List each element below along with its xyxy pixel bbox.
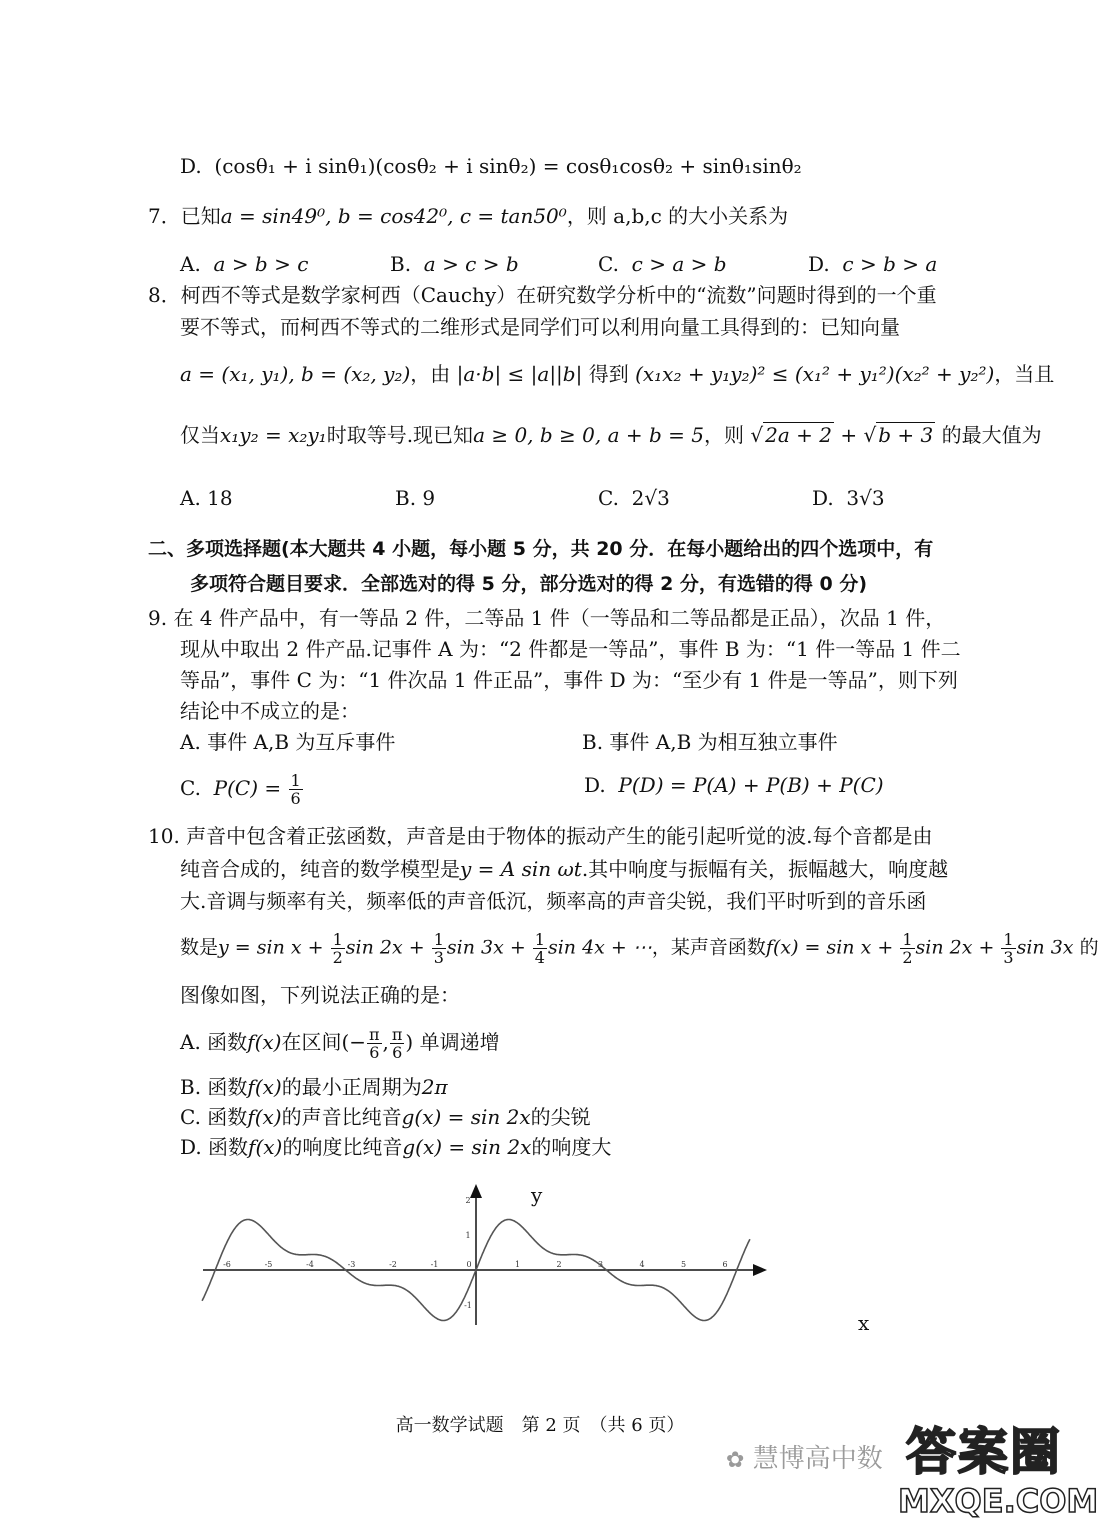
fraction: $\frac{1}{6}$ xyxy=(290,771,301,808)
y-tick-label: 2 xyxy=(465,1196,471,1205)
q10-line-3: 大.音调与频率有关，频率低的声音低沉，频率高的声音尖锐，我们平时听到的音乐函 xyxy=(180,889,927,913)
x-tick-label: -6 xyxy=(223,1260,231,1269)
page-footer: 高一数学试题 第 2 页 （共 6 页） xyxy=(395,1415,685,1436)
x-tick-label: -5 xyxy=(264,1260,273,1269)
q10-line-5: 图像如图，下列说法正确的是： xyxy=(180,983,460,1007)
q7-option-b: B. a > c > b xyxy=(390,252,519,276)
q10-line-1: 10. 声音中包含着正弦函数，声音是由于物体的振动产生的能引起听觉的波.每个音都是由 xyxy=(148,824,933,848)
q8-line-4: 仅当x₁y₂ = x₂y₁时取等号.现已知a ≥ 0, b ≥ 0, a + b = 5，则 √ 2a + 2 + √ b + 3 的最大值为 xyxy=(180,423,1042,447)
wechat-icon: ✿ xyxy=(726,1448,745,1473)
q7-stem: 7．已知a = sin49⁰, b = cos42⁰, c = tan50⁰，则 a,b,c 的大小关系为 xyxy=(148,204,789,228)
q8-line-1: 8．柯西不等式是数学家柯西（Cauchy）在研究数学分析中的“流数”问题时得到的一个重 xyxy=(148,283,937,307)
q9-option-b: B. 事件 A,B 为相互独立事件 xyxy=(582,730,838,754)
q8-option-a: A. 18 xyxy=(180,486,233,510)
q10-option-d: D. 函数f(x)的响度比纯音g(x) = sin 2x的响度大 xyxy=(180,1135,612,1159)
q8-line-2: 要不等式，而柯西不等式的二维形式是同学们可以利用向量工具得到的：已知向量 xyxy=(180,315,900,339)
q8-line-3: a = (x₁, y₁), b = (x₂, y₂)，由 |a·b| ≤ |a||b| 得到 (x₁x₂ + y₁y₂)² ≤ (x₁² + y₁²)(x₂² + y₂²)，当且 xyxy=(180,362,1055,386)
y-tick-label: 1 xyxy=(465,1231,471,1240)
q8-option-c: C. 2√3 xyxy=(598,486,670,510)
site-logo: 答案圈 MXQE.COM xyxy=(898,1423,1099,1520)
y-axis-arrow xyxy=(470,1184,482,1198)
x-tick-label: -4 xyxy=(306,1260,314,1269)
x-axis-label: x xyxy=(858,1311,870,1335)
x-tick-label: 5 xyxy=(680,1260,687,1269)
q9-line-1: 9. 在 4 件产品中，有一等品 2 件，二等品 1 件（一等品和二等品都是正品），次品 1 件， xyxy=(148,606,946,630)
q6-option-d: D. (cosθ₁ + i sinθ₁)(cosθ₂ + i sinθ₂) = cosθ₁cosθ₂ + sinθ₁sinθ₂ xyxy=(180,154,802,178)
q10-line-2: 纯音合成的，纯音的数学模型是y = A sin ωt.其中响度与振幅有关，振幅越大，响度越 xyxy=(180,857,949,881)
x-tick-label: 0 xyxy=(466,1260,472,1269)
section2-heading-2: 多项符合题目要求．全部选对的得 5 分，部分选对的得 2 分，有选错的得 0 分) xyxy=(190,573,868,595)
q10-option-a: A. 函数f(x)在区间(− $\frac{\pi}{6}$ , $\frac{\pi}{6}$ ) 单调递增 xyxy=(180,1025,500,1062)
q9-line-2: 现从中取出 2 件产品.记事件 A 为：“2 件都是一等品”，事件 B 为：“1 件一等品 1 件二 xyxy=(180,637,961,661)
x-axis-arrow xyxy=(753,1264,767,1276)
x-tick-label: 3 xyxy=(597,1260,604,1269)
x-tick-label: 4 xyxy=(639,1260,645,1269)
q8-option-d: D. 3√3 xyxy=(812,486,885,510)
q10-option-c: C. 函数f(x)的声音比纯音g(x) = sin 2x的尖锐 xyxy=(180,1105,591,1129)
q7-option-a: A. a > b > c xyxy=(180,252,309,276)
x-tick-label: 2 xyxy=(556,1260,562,1269)
function-graph xyxy=(195,1180,775,1330)
q8-option-b: B. 9 xyxy=(395,486,436,510)
q10-line-4: 数是y = sin x + $\frac{1}{2}$ sin 2x + $\frac{1}{3}$ sin 3x + $\frac{1}{4}$ sin 4x + ⋯，某声音函数f(x) = sin x + $\frac{1}{2}$ sin 2x + $\frac{1}{3}$ sin 3x 的 xyxy=(180,930,1099,967)
q9-line-3: 等品”，事件 C 为：“1 件次品 1 件正品”，事件 D 为：“至少有 1 件是一等品”，则下列 xyxy=(180,668,958,692)
y-tick-labels xyxy=(464,1196,472,1310)
x-tick-label: 1 xyxy=(514,1260,521,1269)
y-tick-label: -1 xyxy=(464,1301,472,1310)
section2-heading-1: 二、多项选择题(本大题共 4 小题，每小题 5 分，共 20 分．在每小题给出的四个选项中，有 xyxy=(148,538,934,560)
y-axis-label: y xyxy=(531,1183,543,1207)
watermark-text: ✿ 慧博高中数 xyxy=(726,1444,883,1474)
x-tick-label: -2 xyxy=(389,1260,397,1269)
x-tick-label: 6 xyxy=(722,1260,728,1269)
q9-option-d: D. P(D) = P(A) + P(B) + P(C) xyxy=(584,773,884,797)
x-tick-label: -3 xyxy=(347,1260,356,1269)
q7-option-d: D. c > b > a xyxy=(808,252,938,276)
q9-line-4: 结论中不成立的是： xyxy=(180,699,360,723)
x-tick-label: -1 xyxy=(430,1260,439,1269)
q9-option-c: C. P(C) = $\frac{1}{6}$ xyxy=(180,771,301,808)
q10-option-b: B. 函数f(x)的最小正周期为2π xyxy=(180,1075,448,1099)
q9-option-a: A. 事件 A,B 为互斥事件 xyxy=(180,730,396,754)
q7-option-c: C. c > a > b xyxy=(598,252,727,276)
